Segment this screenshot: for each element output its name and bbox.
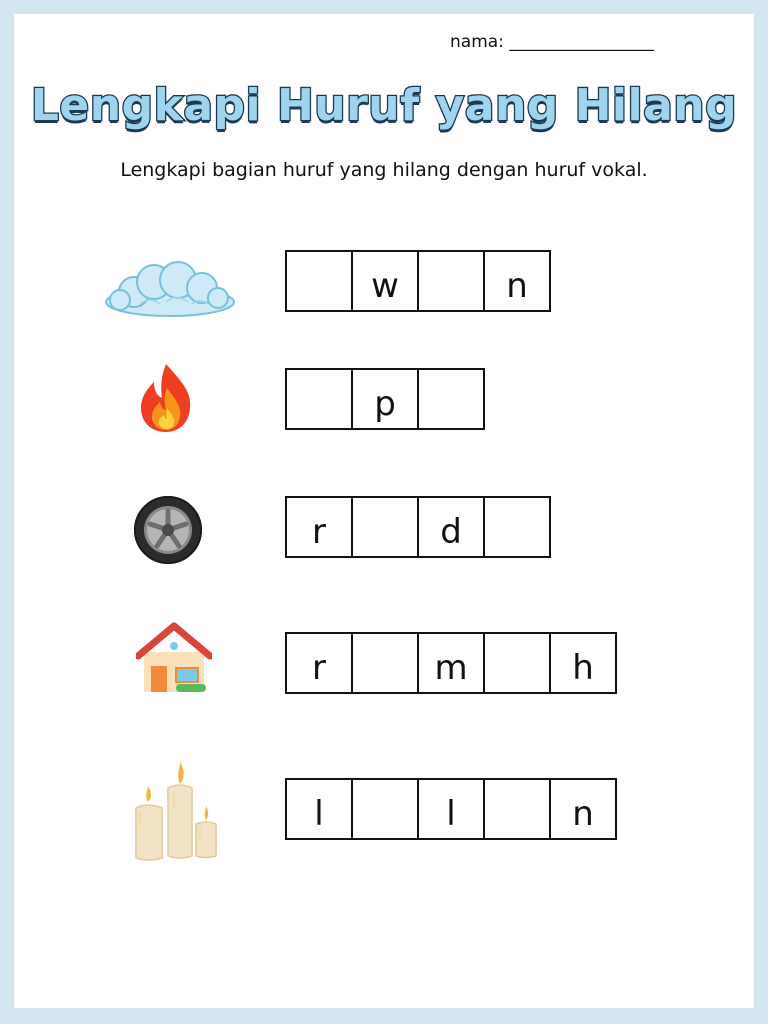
letter-boxes [285, 368, 485, 430]
letter-box[interactable] [287, 252, 353, 310]
letter-box: m [419, 634, 485, 692]
letter-box[interactable] [287, 370, 353, 428]
page-title: Lengkapi Huruf yang Hilang [30, 80, 738, 131]
letter-box[interactable] [419, 252, 485, 310]
letter-box: r [287, 498, 353, 556]
letter-boxes [285, 250, 551, 312]
worksheet-page [14, 14, 754, 1008]
letter-box[interactable] [485, 634, 551, 692]
letter-boxes [285, 632, 617, 694]
letter-box: d [419, 498, 485, 556]
cloud-icon [100, 260, 240, 322]
letter-boxes [285, 496, 551, 558]
letter-box: l [419, 780, 485, 838]
letter-box: h [551, 634, 617, 692]
name-blank[interactable]: _________________ [509, 32, 654, 52]
letter-box[interactable] [485, 780, 551, 838]
candles-icon [130, 758, 222, 864]
letter-box[interactable] [353, 498, 419, 556]
letter-box: r [287, 634, 353, 692]
letter-box[interactable] [485, 498, 551, 556]
house-icon [136, 622, 212, 696]
letter-box: n [485, 252, 551, 310]
letter-box: n [551, 780, 617, 838]
instruction-text: Lengkapi bagian huruf yang hilang dengan huruf vokal. [120, 159, 648, 181]
fire-icon [134, 362, 198, 434]
name-field[interactable] [450, 32, 740, 52]
name-label: nama: [450, 32, 504, 52]
letter-box: w [353, 252, 419, 310]
letter-box[interactable] [353, 780, 419, 838]
letter-box[interactable] [419, 370, 485, 428]
tire-icon [132, 494, 204, 566]
letter-box[interactable] [353, 634, 419, 692]
letter-box: l [287, 780, 353, 838]
letter-boxes [285, 778, 617, 840]
letter-box: p [353, 370, 419, 428]
